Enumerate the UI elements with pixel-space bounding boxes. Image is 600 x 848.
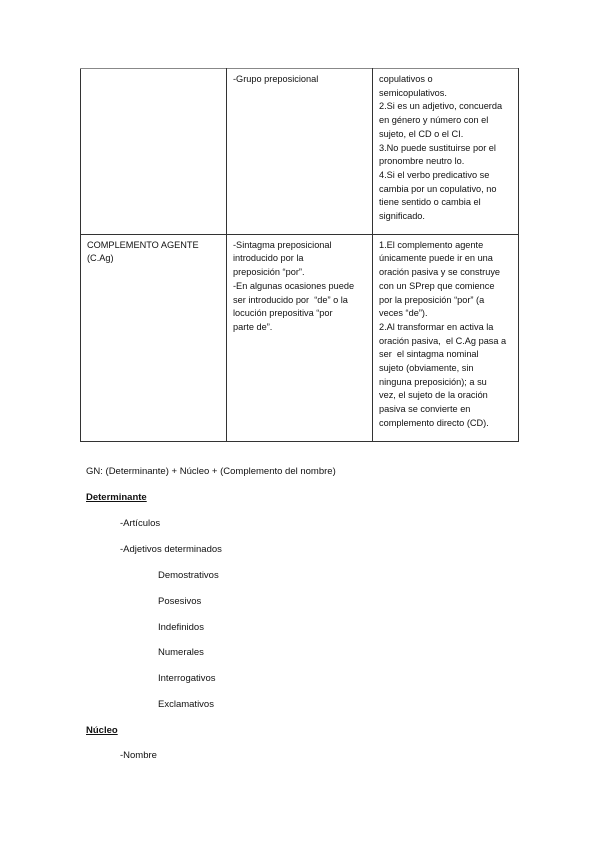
cell-line: locución prepositiva “por (233, 308, 333, 319)
cell-function-complemento-agente (81, 234, 227, 441)
cell-line: oración pasiva y se construye (379, 267, 501, 278)
grammar-table (80, 68, 519, 442)
cell-line: semicopulativos. (379, 87, 447, 98)
list-item-exclamativos: Exclamativos (158, 699, 214, 710)
list-item-articulos: -Artículos (120, 518, 161, 529)
cell-line: por la preposición “por” (a (379, 294, 485, 305)
cell-form-sintagma-preposicional (227, 234, 373, 441)
list-item-adjetivos-determinados: -Adjetivos determinados (120, 544, 222, 555)
cell-line: 4.Si el verbo predicativo se (379, 169, 490, 180)
table-row-continuation (81, 69, 519, 235)
cell-recognition-atributo (373, 69, 519, 235)
list-item-nombre: -Nombre (120, 750, 157, 761)
list-item-demostrativos: Demostrativos (158, 570, 219, 581)
cell-line: ser el sintagma nominal (379, 349, 479, 360)
cell-form-grupo-preposicional (227, 69, 373, 235)
cell-line: 3.No puede sustituirse por el (379, 142, 496, 153)
table-row-complemento-agente (81, 234, 519, 441)
cell-line: -En algunas ocasiones puede (233, 280, 355, 291)
cell-line: 1.El complemento agente (379, 239, 484, 250)
heading-determinante: Determinante (86, 492, 147, 503)
list-item-interrogativos: Interrogativos (158, 673, 216, 684)
cell-line: pronombre neutro lo. (379, 156, 465, 167)
cell-line: con un SPrep que comience (379, 280, 495, 291)
cell-line: únicamente puede ir en una (379, 253, 493, 264)
cell-line: -Sintagma preposicional (233, 239, 332, 250)
cell-function-empty (81, 69, 227, 235)
cell-line: ninguna preposición); a su (379, 376, 487, 387)
cell-line: tiene sentido o cambia el (379, 197, 481, 208)
cell-recognition-agente (373, 234, 519, 441)
cell-line: introducido por la (233, 253, 304, 264)
list-item-indefinidos: Indefinidos (158, 622, 204, 633)
cell-line: cambia por un copulativo, no (379, 183, 497, 194)
cell-line: ser introducido por “de” o la (233, 294, 348, 305)
cell-line: oración pasiva, el C.Ag pasa a (379, 335, 507, 346)
cell-line: veces “de”). (379, 308, 428, 319)
cell-line: preposición “por”. (233, 267, 305, 278)
cell-line: 2.Al transformar en activa la (379, 321, 494, 332)
list-item-posesivos: Posesivos (158, 596, 202, 607)
cell-line: (C.Ag) (87, 253, 114, 264)
gn-formula: GN: (Determinante) + Núcleo + (Complemento del nombre) (86, 466, 336, 477)
cell-line: en género y número con el (379, 115, 489, 126)
cell-line: COMPLEMENTO AGENTE (87, 239, 199, 250)
list-item-numerales: Numerales (158, 647, 204, 658)
heading-nucleo: Núcleo (86, 725, 118, 736)
cell-line: sujeto, el CD o el CI. (379, 128, 464, 139)
cell-line: -Grupo preposicional (233, 74, 319, 84)
cell-line: vez, el sujeto de la oración (379, 390, 488, 401)
cell-line: parte de”. (233, 321, 273, 332)
cell-line: 2.Si es un adjetivo, concuerda (379, 101, 503, 112)
cell-line: significado. (379, 211, 425, 222)
cell-line: complemento directo (CD). (379, 417, 489, 428)
cell-line: copulativos o (379, 74, 433, 84)
cell-line: sujeto (obviamente, sin (379, 363, 474, 374)
cell-line: pasiva se convierte en (379, 404, 471, 415)
